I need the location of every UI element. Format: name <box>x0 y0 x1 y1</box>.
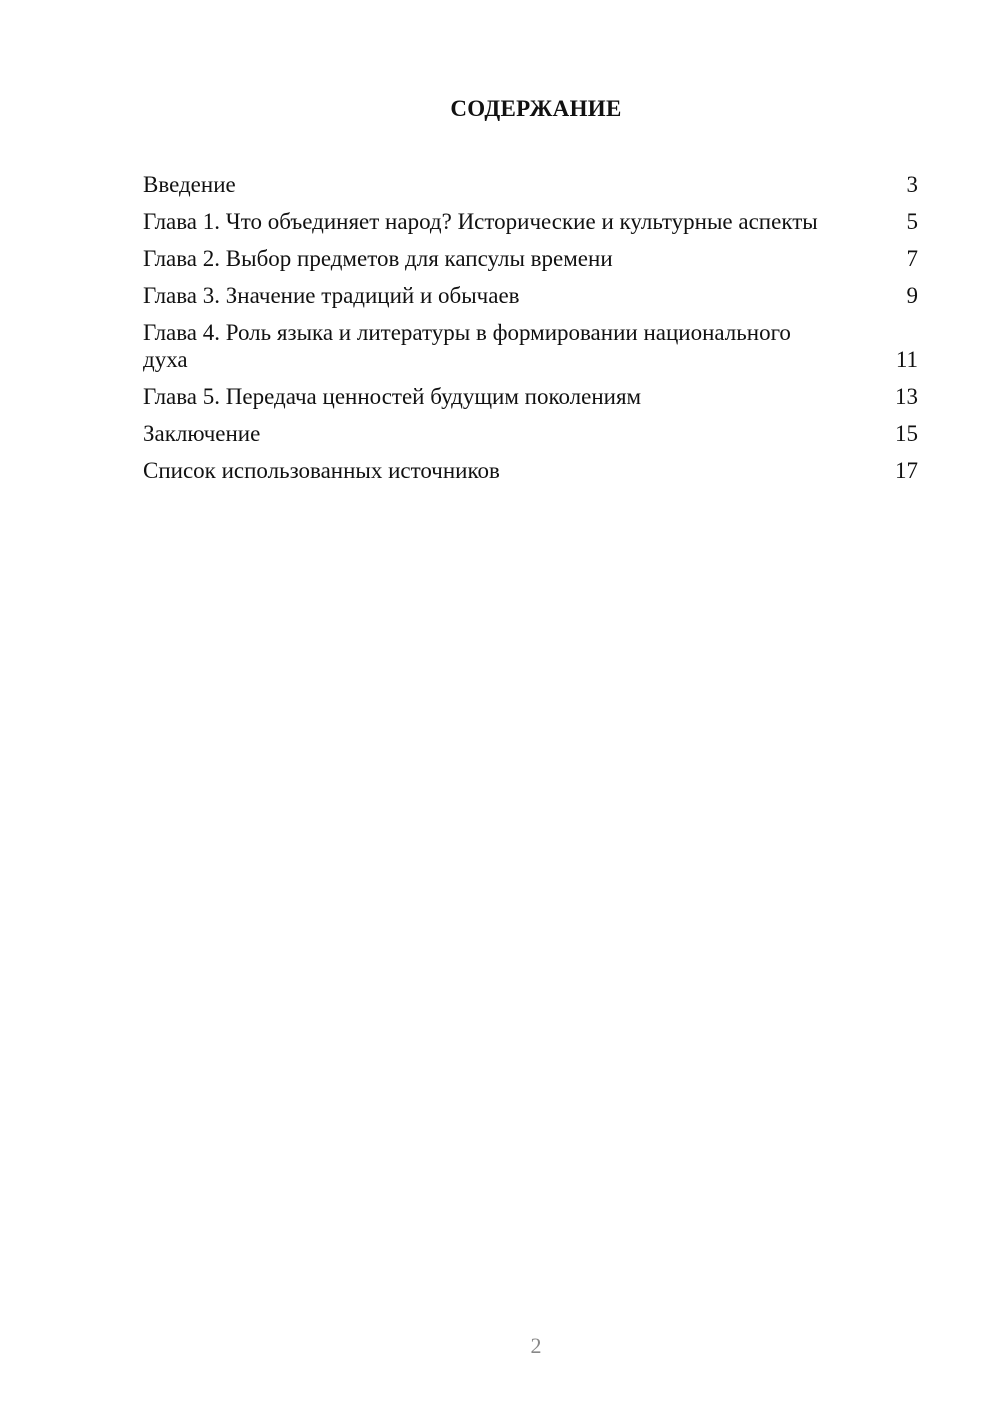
toc-entry-title: Глава 3. Значение традиций и обычаев <box>143 283 520 308</box>
toc-entry-chapter-3 <box>143 282 918 309</box>
table-of-contents <box>143 171 918 494</box>
toc-entry-introduction <box>143 171 918 198</box>
toc-entry-title: Глава 1. Что объединяет народ? Исторические и культурные аспекты <box>143 209 818 234</box>
toc-entry-page: 11 <box>895 347 918 372</box>
toc-entry-title: Глава 4. Роль языка и литературы в формировании национального духа <box>143 320 791 372</box>
toc-entry-title: Список использованных источников <box>143 458 500 483</box>
toc-entry-page: 17 <box>895 458 918 483</box>
toc-entry-references <box>143 457 918 484</box>
toc-entry-chapter-2 <box>143 245 918 272</box>
toc-entry-title: Заключение <box>143 421 261 446</box>
toc-entry-conclusion <box>143 420 918 447</box>
toc-entry-title: Введение <box>143 172 236 197</box>
toc-entry-title: Глава 2. Выбор предметов для капсулы времени <box>143 246 613 271</box>
toc-entry-page: 3 <box>906 172 918 197</box>
toc-entry-chapter-1 <box>143 208 918 235</box>
toc-entry-page: 5 <box>906 209 918 234</box>
toc-entry-page: 13 <box>895 384 918 409</box>
page-number: 2 <box>530 1333 542 1358</box>
toc-entry-chapter-5 <box>143 383 918 410</box>
toc-entry-page: 7 <box>906 246 918 271</box>
toc-entry-chapter-4 <box>143 319 918 373</box>
toc-entry-page: 15 <box>895 421 918 446</box>
toc-entry-title: Глава 5. Передача ценностей будущим поколениям <box>143 384 642 409</box>
page-title: СОДЕРЖАНИЕ <box>450 96 622 121</box>
toc-entry-page: 9 <box>906 283 918 308</box>
